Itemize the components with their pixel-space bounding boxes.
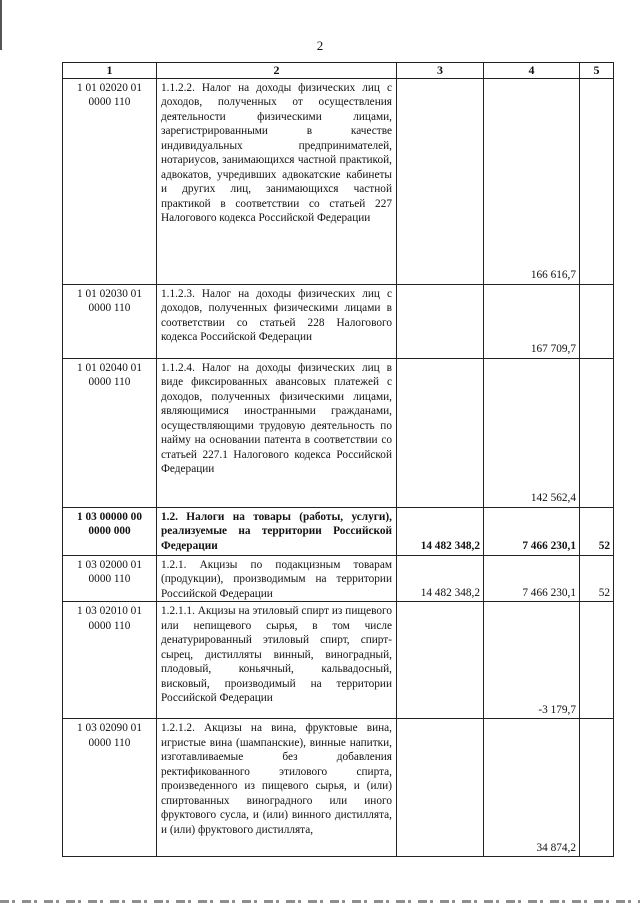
row-plan [397, 719, 484, 857]
row-name: 1.1.2.3. Налог на доходы физических лиц с доходов, полученных физическими лицами в соответствии со статьей 228 Налогового кодекса Российской Федерации [157, 284, 397, 358]
table-row [63, 507, 614, 555]
row-plan [397, 358, 484, 507]
column-header-code: 1 [63, 63, 157, 79]
row-plan [397, 284, 484, 358]
row-percent [580, 78, 614, 284]
row-name: 1.2.1.1. Акцизы на этиловый спирт из пищевого или непищевого сырья, в том числе денатурированный этиловый спирт, спирт-сырец, дистилляты винный, виноградный, плодовый, коньячный, кальвадосный, висковый, производимый на территории Российской Федерации [157, 602, 397, 719]
row-plan: 14 482 348,2 [397, 507, 484, 555]
budget-table [62, 62, 614, 857]
row-code: 1 03 02000 01 0000 110 [63, 555, 157, 602]
row-code: 1 03 00000 00 0000 000 [63, 507, 157, 555]
row-code: 1 01 02040 01 0000 110 [63, 358, 157, 507]
row-fact: 7 466 230,1 [484, 507, 580, 555]
column-header-name: 2 [157, 63, 397, 79]
column-header-fact: 4 [484, 63, 580, 79]
row-name: 1.2. Налоги на товары (работы, услуги), реализуемые на территории Российской Федерации [157, 507, 397, 555]
row-plan: 14 482 348,2 [397, 555, 484, 602]
row-fact: 167 709,7 [484, 284, 580, 358]
row-plan [397, 602, 484, 719]
table-row [63, 719, 614, 857]
row-percent [580, 719, 614, 857]
row-name: 1.2.1.2. Акцизы на вина, фруктовые вина, игристые вина (шампанские), винные напитки, изготавливаемые без добавления ректификованного этилового спирта, произведенного из пищевого сырья, и (или) спиртованных виноградного или иного фруктового сусла, и (или) винного дистиллята, и (или) фруктового дистиллята, [157, 719, 397, 857]
table-row [63, 284, 614, 358]
row-fact: 34 874,2 [484, 719, 580, 857]
row-fact: 7 466 230,1 [484, 555, 580, 602]
column-header-plan: 3 [397, 63, 484, 79]
row-percent [580, 284, 614, 358]
row-code: 1 03 02090 01 0000 110 [63, 719, 157, 857]
row-code: 1 01 02020 01 0000 110 [63, 78, 157, 284]
row-fact: 166 616,7 [484, 78, 580, 284]
table-row [63, 78, 614, 284]
row-fact: -3 179,7 [484, 602, 580, 719]
table-row [63, 358, 614, 507]
column-header-percent: 5 [580, 63, 614, 79]
row-percent: 52 [580, 507, 614, 555]
row-plan [397, 78, 484, 284]
row-percent [580, 358, 614, 507]
row-code: 1 01 02030 01 0000 110 [63, 284, 157, 358]
table-row [63, 602, 614, 719]
table-row [63, 555, 614, 602]
row-name: 1.1.2.2. Налог на доходы физических лиц с доходов, полученных от осуществления деятельности физическими лицами, зарегистрированными в качестве индивидуальных предпринимателей, нотариусов, занимающихся частной практикой, адвокатов, учредивших адвокатские кабинеты и других лиц, занимающихся частной практикой в соответствии со статьей 227 Налогового кодекса Российской Федерации [157, 78, 397, 284]
page-number: 2 [316, 38, 324, 53]
row-percent [580, 602, 614, 719]
row-percent: 52 [580, 555, 614, 602]
table-header-row [63, 63, 614, 79]
row-name: 1.2.1. Акцизы по подакцизным товарам (продукции), производимым на территории Российской Федерации [157, 555, 397, 602]
row-name: 1.1.2.4. Налог на доходы физических лиц в виде фиксированных авансовых платежей с доходов, полученных физическими лицами, являющимися иностранными гражданами, осуществляющими трудовую деятельность по найму на основании патента в соответствии со статьей 227.1 Налогового кодекса Российской Федерации [157, 358, 397, 507]
row-fact: 142 562,4 [484, 358, 580, 507]
scan-bottom-edge [0, 900, 640, 903]
row-code: 1 03 02010 01 0000 110 [63, 602, 157, 719]
